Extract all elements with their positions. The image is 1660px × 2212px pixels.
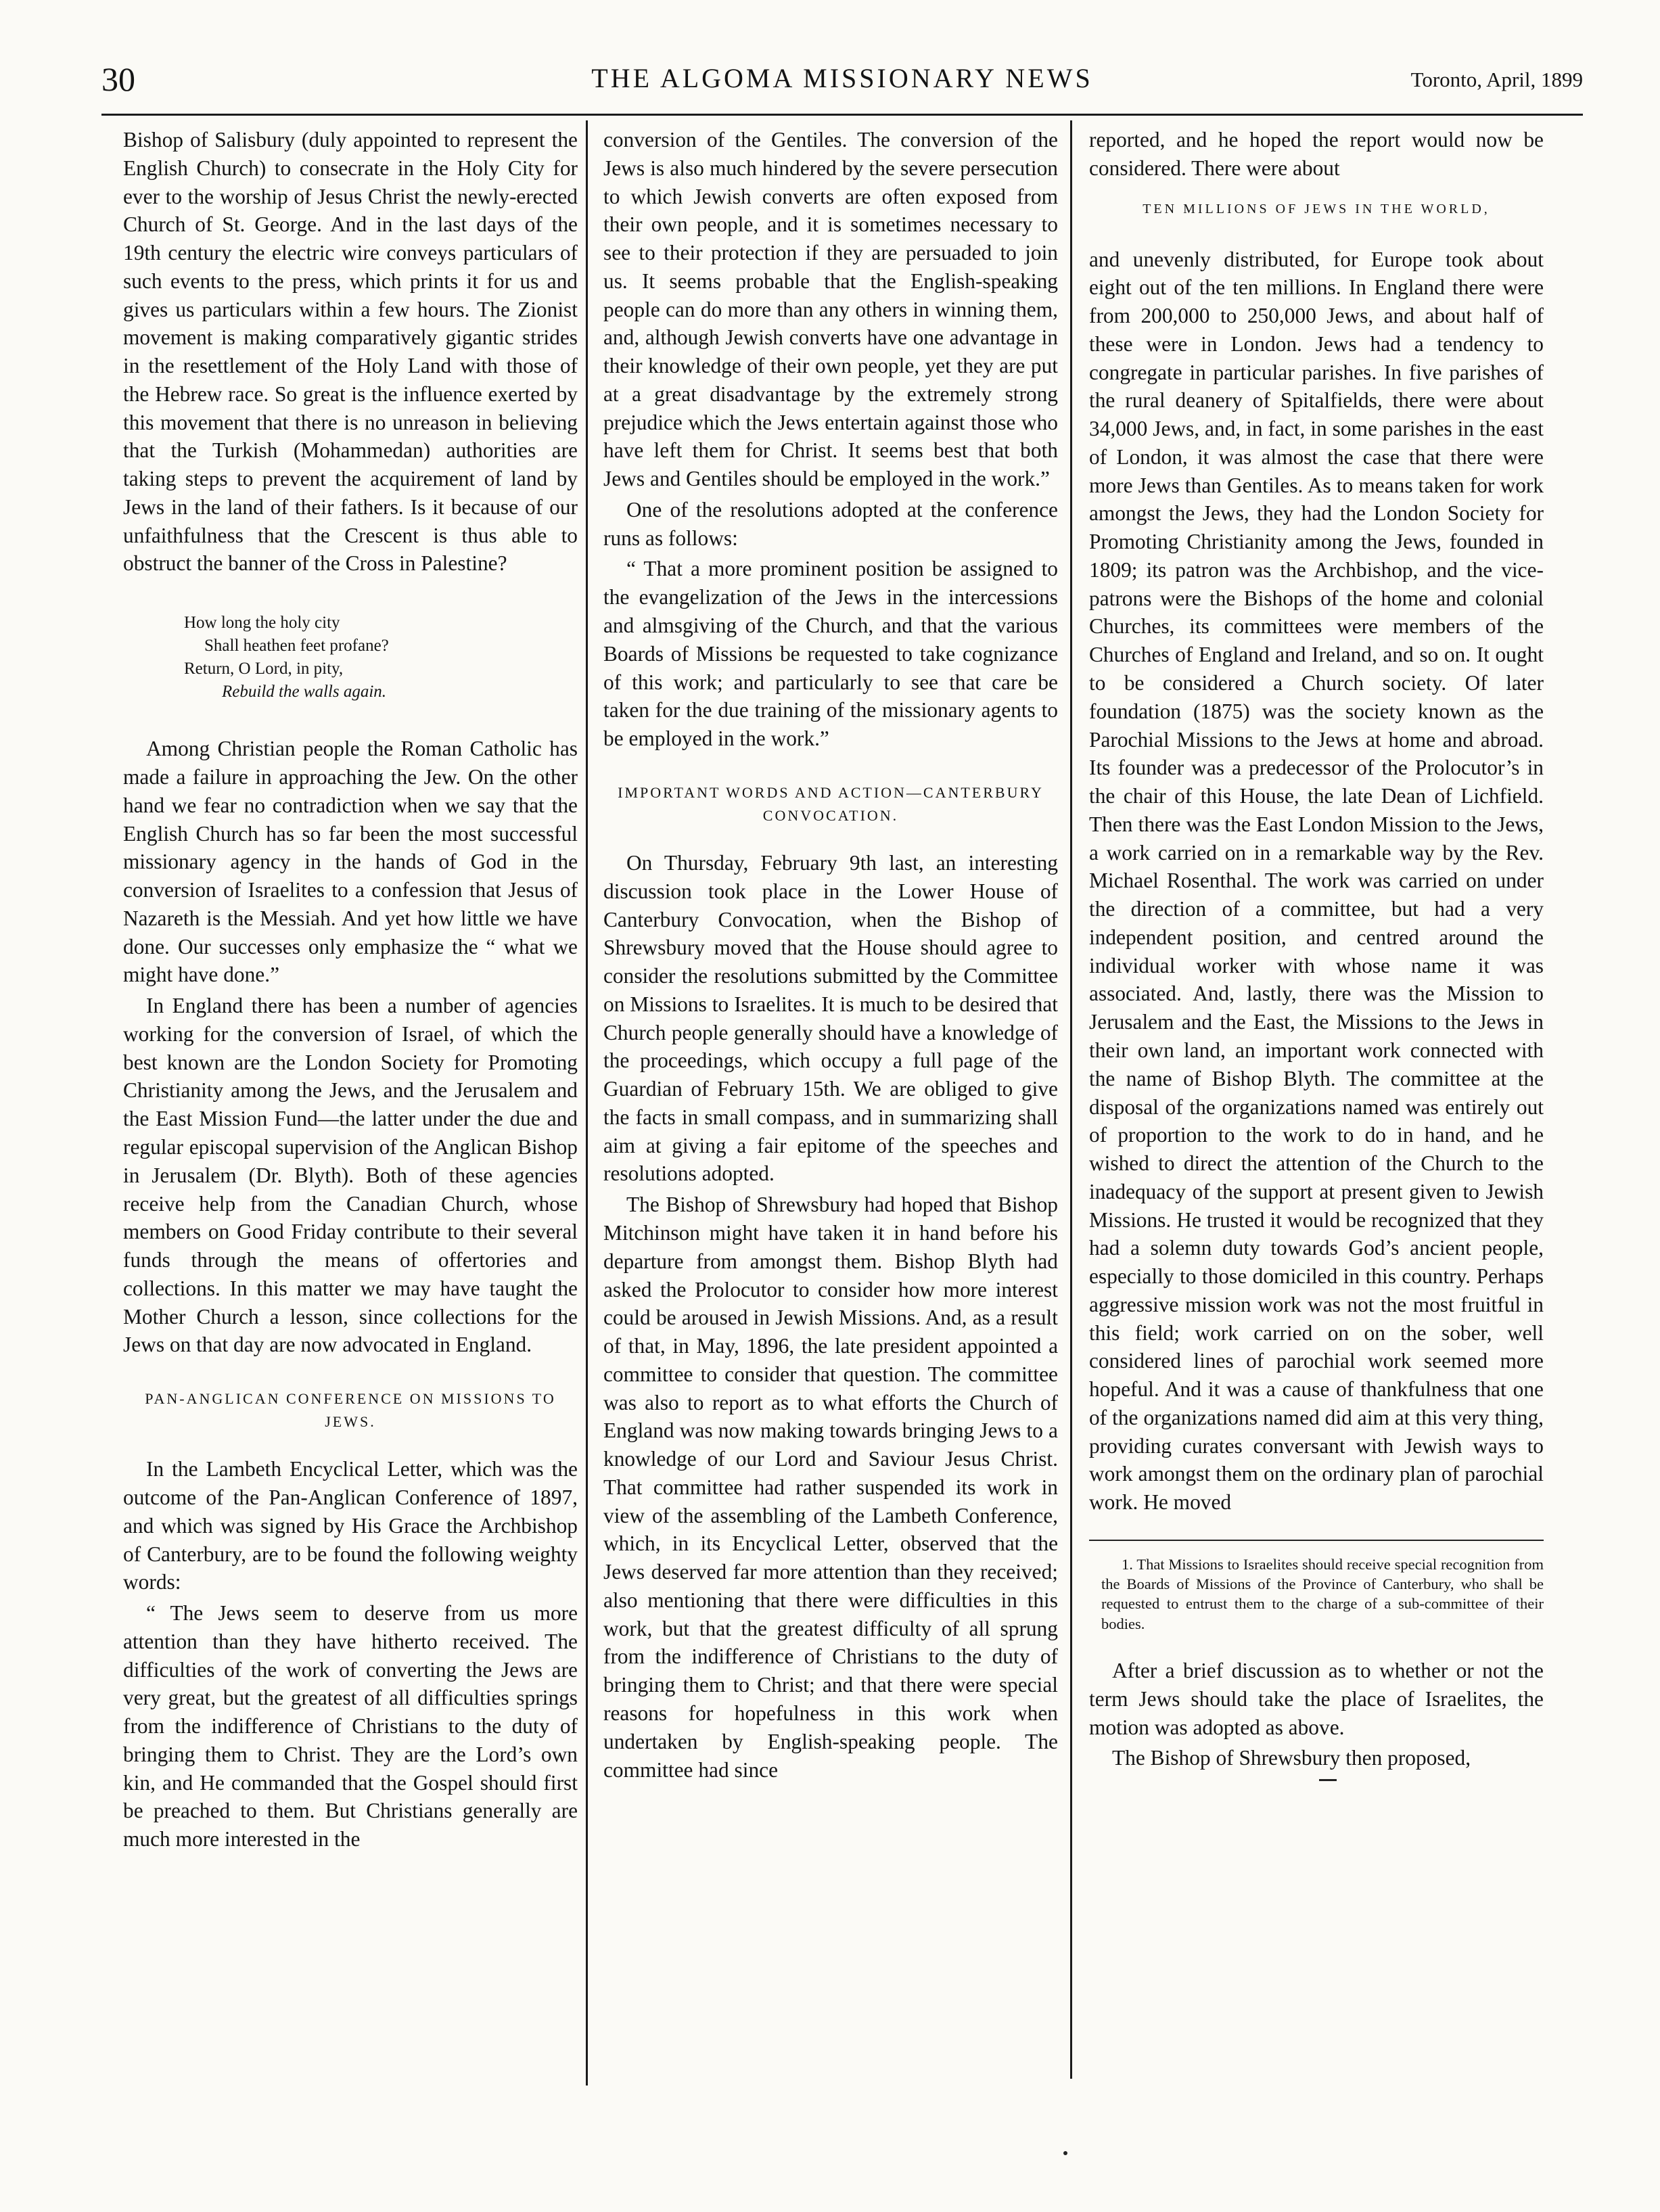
page-header <box>101 60 1583 100</box>
dateline: Toronto, April, 1899 <box>1410 68 1583 91</box>
paragraph: reported, and he hoped the report would now be considered. There were about <box>1089 128 1544 180</box>
paragraph: Bishop of Salisbury (duly appointed to represent the English Church) to consecrate in the Holy City for ever to the worship of Jesus Christ the newly-erected Church of St. George. And in the last days of the 19th century the electric wire conveys particulars of such events to the press, which prints it for us and gives us particulars within a few hours. The Zionist movement is making comparatively gigantic strides in the resettlement of the Holy Land with those of the Hebrew race. So great is the influence exerted by this movement that there is no unreason in believing that the Turkish (Mohammedan) authorities are taking steps to prevent the acquirement of land by Jews in the land of their fathers. Is it because of our unfaithfulness that the Crescent is thus able to obstruct the banner of the Cross in Palestine? <box>123 128 578 576</box>
column-3 <box>1089 126 1544 1781</box>
paragraph: After a brief discussion as to whether or not the term Jews should take the place of Israelites, the motion was adopted as above. <box>1089 1658 1544 1739</box>
verse-line: Rebuild the walls again. <box>222 683 387 701</box>
printer-mark <box>1063 2151 1067 2155</box>
resolution-quote: “ That a more prominent position be assigned to the evangelization of the Jews in the intercessions and almsgiving of the Church, and that the various Boards of Missions be requested to take cognizance of this work; and particularly to see that care be taken for the due training of the missionary agents to be employed in the work.” <box>603 557 1058 751</box>
motion-text: 1. That Missions to Israelites should receive special recognition from the Boards of Missions of the Province of Canterbury, who shall be requested to entrust them to the charge of a sub-committee of their bodies. <box>1101 1555 1544 1632</box>
paragraph: conversion of the Gentiles. The conversion of the Jews is also much hindered by the severe persecution to which Jewish converts are often exposed from their own people, and it is sometimes necessary to see to their protection if they are persuaded to join us. It seems probable that the English-speaking people can do more than any others in winning them, and, although Jewish converts have one advantage in their knowledge of their own people, yet they are put at a great disadvantage by the extremely strong prejudice which the Jews entertain against those who have left them for Christ. It seems best that both Jews and Gentiles should be employed in the work.” <box>603 128 1058 491</box>
column-rule-left <box>586 120 588 2086</box>
verse-line: Shall heathen feet profane? <box>204 637 389 655</box>
footnote-rule <box>1089 1540 1544 1541</box>
verse-line: Return, O Lord, in pity, <box>184 660 344 678</box>
column-2 <box>603 126 1058 1784</box>
paragraph: The Bishop of Shrewsbury then proposed, <box>1112 1746 1471 1770</box>
paragraph: and unevenly distributed, for Europe took about eight out of the ten millions. In England there were from 200,000 to 250,000 Jews, and about half of these were in London. Jews had a tendency to congregate in particular parishes. In five parishes of the rural deanery of Spitalfields, there were about 34,000 Jews, and, in fact, in some parishes in the east of London, it was almost the case that there were more Jews than Gentiles. As to means taken for work amongst the Jews, they had the London Society for Promoting Christianity among the Jews, founded in 1809; its patron was the Archbishop, and the vice-patrons were the Bishops of the home and colonial Churches, its committees were members of the Churches of England and Ireland, and so on. It ought to be considered a Church society. Of later foundation (1875) was the society known as the Parochial Missions to the Jews at home and abroad. Its founder was a predecessor of the Prolocutor’s in the chair of this House, the late Dean of Lichfield. Then there was the East London Mission to the Jews, a work carried on in a remarkable way by the Rev. Michael Rosenthal. The work was carried on under the direction of a committee, but had a very independent position, and centred around the individual worker with whose name it was associated. And, lastly, there was the Mission to Jerusalem and the East, the Missions to the Jews in their own land, an important work connected with the name of Bishop Blyth. The committee at the disposal of the organizations named was entirely out of proportion to the work to do in hand, and he wished to direct the attention of the Church to the inadequacy of the support at present given to Jewish Missions. He trusted it would be recognized that they had a solemn duty towards God’s ancient people, especially to those domiciled in this country. Perhaps aggressive mission work was not the most fruitful in this field; work carried on on the sober, well considered lines of parochial work seemed more hopeful. And it was a cause of thankfulness that one of the organizations named did aim at this very thing, providing curates conversant with Jewish ways to work amongst them on the ordinary plan of parochial work. He moved <box>1089 247 1544 1515</box>
header-rule <box>101 114 1583 116</box>
column-rule-right <box>1070 120 1072 2079</box>
page-number: 30 <box>101 60 135 98</box>
paragraph: In the Lambeth Encyclical Letter, which was the outcome of the Pan-Anglican Conference of 1897, and which was signed by His Grace the Archbishop of Canterbury, are to be found the following weighty words: <box>123 1457 578 1594</box>
quotation-paragraph: “ The Jews seem to deserve from us more attention than they have hitherto received. The difficulties of the work of converting the Jews are very great, but the greatest of all difficulties springs from the indifference of Christians to the duty of bringing them to Christ. They are the Lord’s own kin, and He commanded that the Gospel should first be preached to them. But Christians generally are much more interested in the <box>123 1601 578 1851</box>
paragraph: In England there has been a number of agencies working for the conversion of Israel, of which the best known are the London Society for Promoting Christianity among the Jews, and the Jerusalem and the East Mission Fund—the latter under the due and regular episcopal supervision of the Anglican Bishop in Jerusalem (Dr. Blyth). Both of these agencies receive help from the Canadian Church, whose members on Good Friday contribute to their several funds through the means of offertories and collections. In this matter we may have taught the Mother Church a lesson, since collections for the Jews on that day are now advocated in England. <box>123 994 578 1357</box>
hymn-verse <box>184 612 578 704</box>
masthead: THE ALGOMA MISSIONARY NEWS <box>591 63 1093 93</box>
paragraph: The Bishop of Shrewsbury had hoped that Bishop Mitchinson might have taken it in hand before his departure from amongst them. Bishop Blyth had asked the Prolocutor to consider how more interest could be aroused in Jewish Missions. And, as a result of that, in May, 1896, the late president appointed a committee to consider that question. The committee was also to report as to what efforts the Church of England was now making towards bringing Jews to a knowledge of our Lord and Saviour Jesus Christ. That committee had rather suspended its work in view of the assembling of the Lambeth Conference, which, in its Encyclical Letter, observed that the Jews deserved far more attention than they received; also mentioning that there were difficulties in this work, but that the greatest difficulty of all sprung from the indifference of Christians to the duty of bringing them to Christ; and that there were special reasons for hopefulness in this work when undertaken by English-speaking people. The committee had since <box>603 1193 1058 1782</box>
verse-line: How long the holy city <box>184 614 340 632</box>
paragraph: One of the resolutions adopted at the conference runs as follows: <box>603 497 1058 550</box>
paragraph: Among Christian people the Roman Catholic has made a failure in approaching the Jew. On the other hand we fear no contradiction when we say that the English Church has so far been the most successful missionary agency in the hands of God in the conversion of Israelites to a confession that Jesus of Nazareth is the Messiah. And yet how little we have done. Our successes only emphasize the “ what we might have done.” <box>123 737 578 987</box>
section-subheading: PAN-ANGLICAN CONFERENCE ON MISSIONS TO JEWS. <box>145 1390 556 1431</box>
end-dash <box>1319 1779 1337 1781</box>
section-subheading: TEN MILLIONS OF JEWS IN THE WORLD, <box>1143 201 1490 216</box>
section-subheading: IMPORTANT WORDS AND ACTION—CANTERBURY CONVOCATION. <box>618 783 1044 824</box>
paragraph: On Thursday, February 9th last, an interesting discussion took place in the Lower House of Canterbury Convocation, when the Bishop of Shrewsbury moved that the House should agree to consider the resolutions submitted by the Committee on Missions to Israelites. It is much to be desired that Church people generally should have a knowledge of the proceedings, which occupy a full page of the Guardian of February 15th. We are obliged to give the facts in small compass, and in summarizing shall aim at giving a fair epitome of the speeches and resolutions adopted. <box>603 851 1058 1186</box>
column-1 <box>123 126 578 1853</box>
